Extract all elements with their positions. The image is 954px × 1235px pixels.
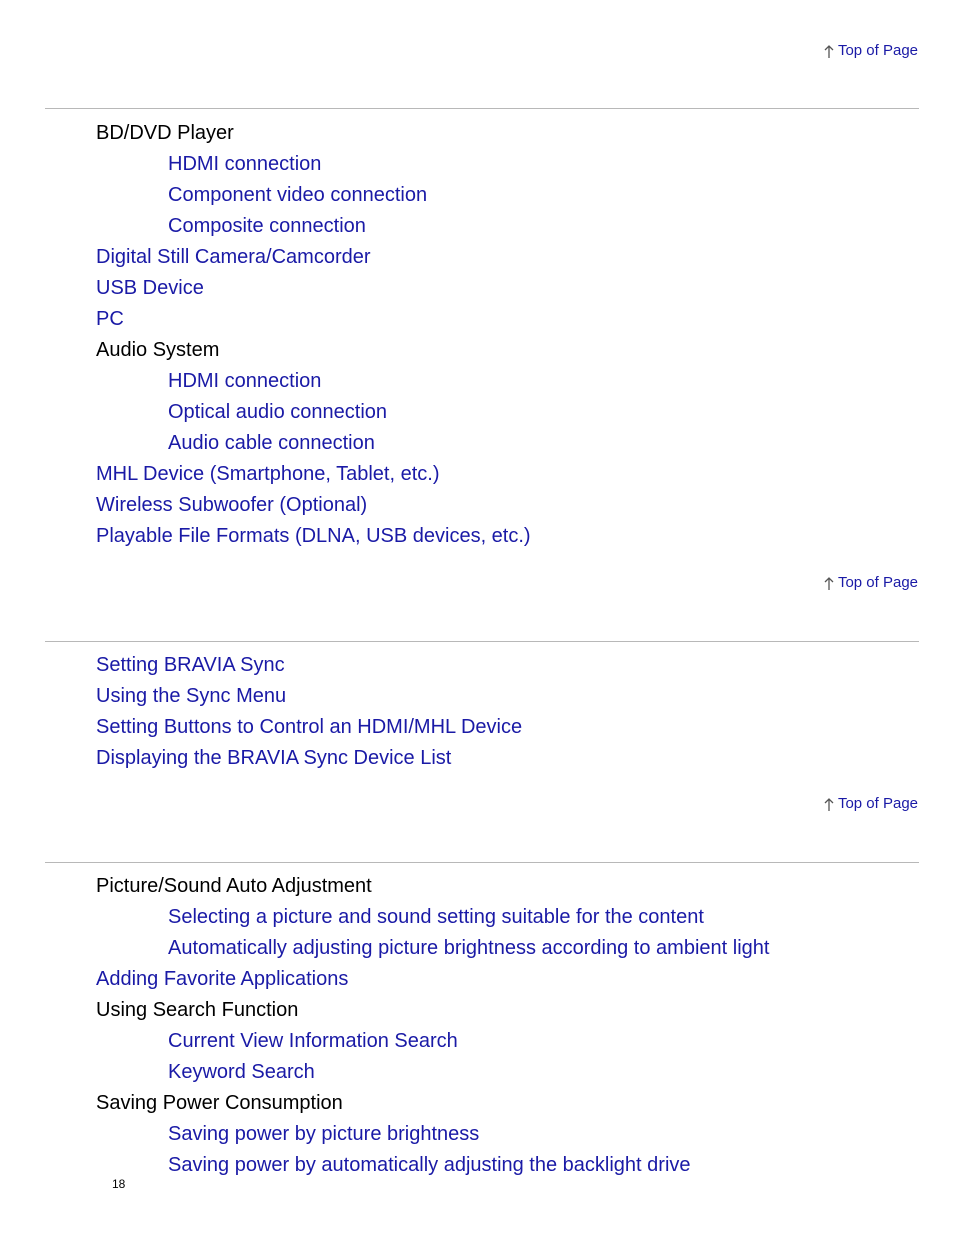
toc-link[interactable]: USB Device	[96, 277, 204, 299]
toc-link[interactable]: Setting Buttons to Control an HDMI/MHL Device	[96, 716, 523, 738]
toc-heading: Picture/Sound Auto Adjustment	[96, 875, 372, 897]
toc-link[interactable]: Digital Still Camera/Camcorder	[96, 246, 371, 268]
top-of-page-label: Top of Page	[837, 794, 918, 812]
top-of-page-link[interactable]	[823, 573, 918, 591]
arrow-up-icon	[823, 577, 835, 591]
toc-heading: Using Search Function	[96, 999, 299, 1021]
toc-link[interactable]: HDMI connection	[168, 153, 322, 175]
section-divider	[45, 108, 919, 109]
section-useful-functions-list	[96, 871, 769, 1181]
toc-heading: BD/DVD Player	[96, 122, 234, 144]
toc-link[interactable]: Setting BRAVIA Sync	[96, 654, 285, 676]
toc-link[interactable]: Playable File Formats (DLNA, USB devices, etc.)	[96, 525, 531, 547]
toc-heading: Saving Power Consumption	[96, 1092, 343, 1114]
section-divider	[45, 641, 919, 642]
toc-link[interactable]: Selecting a picture and sound setting suitable for the content	[168, 906, 704, 928]
top-of-page-label: Top of Page	[837, 573, 918, 591]
top-of-page-link[interactable]	[823, 794, 918, 812]
top-of-page-link[interactable]	[823, 41, 918, 59]
section-divider	[45, 862, 919, 863]
toc-heading: Audio System	[96, 339, 220, 361]
toc-link[interactable]: Composite connection	[168, 215, 366, 237]
toc-link[interactable]: MHL Device (Smartphone, Tablet, etc.)	[96, 463, 440, 485]
toc-link[interactable]: Keyword Search	[168, 1061, 315, 1083]
toc-link[interactable]: Using the Sync Menu	[96, 685, 287, 707]
toc-link[interactable]: HDMI connection	[168, 370, 322, 392]
section-connections-list	[96, 118, 531, 552]
toc-link[interactable]: Optical audio connection	[168, 401, 388, 423]
toc-link[interactable]: PC	[96, 308, 124, 330]
toc-link[interactable]: Saving power by automatically adjusting the backlight drive	[168, 1154, 691, 1176]
arrow-up-icon	[823, 45, 835, 59]
toc-link[interactable]: Adding Favorite Applications	[96, 968, 349, 990]
toc-link[interactable]: Displaying the BRAVIA Sync Device List	[96, 747, 452, 769]
toc-link[interactable]: Current View Information Search	[168, 1030, 458, 1052]
toc-link[interactable]: Audio cable connection	[168, 432, 375, 454]
toc-link[interactable]: Component video connection	[168, 184, 428, 206]
top-of-page-label: Top of Page	[837, 41, 918, 59]
toc-link[interactable]: Saving power by picture brightness	[168, 1123, 480, 1145]
toc-link[interactable]: Automatically adjusting picture brightness according to ambient light	[168, 937, 770, 959]
page-number: 18	[112, 1177, 126, 1191]
toc-link[interactable]: Wireless Subwoofer (Optional)	[96, 494, 368, 516]
arrow-up-icon	[823, 798, 835, 812]
section-bravia-sync-list	[96, 650, 522, 774]
